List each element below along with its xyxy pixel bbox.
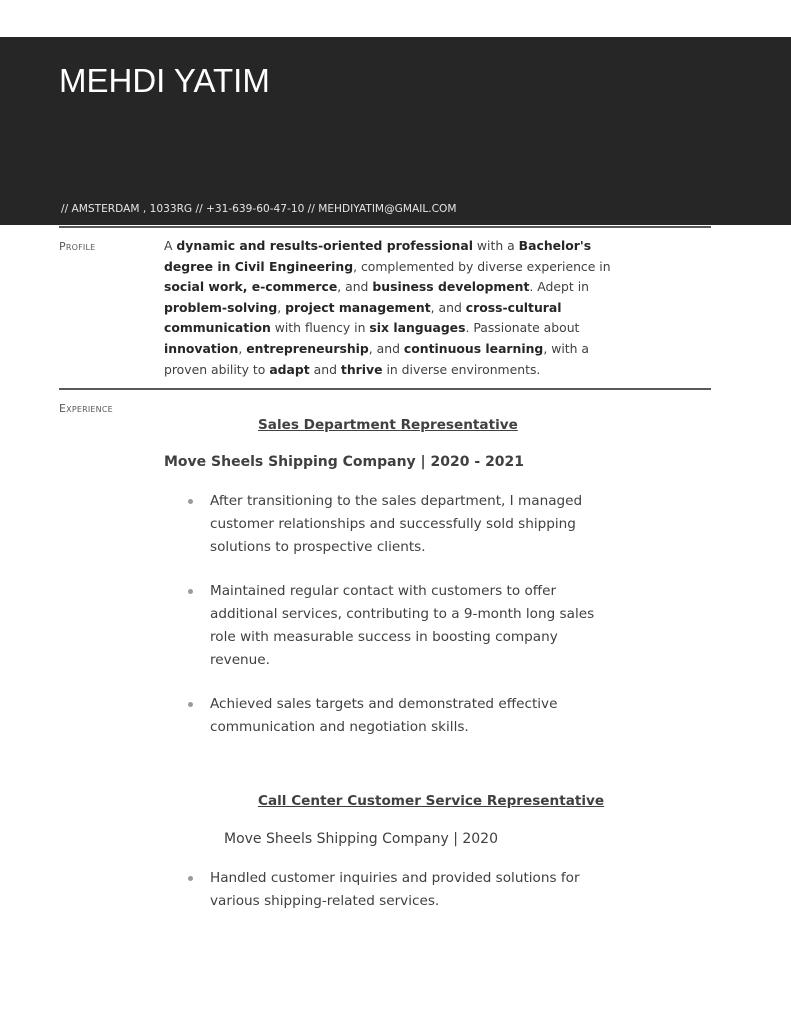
list-item <box>188 693 608 739</box>
resume-header <box>0 37 791 225</box>
profile-text-segment: , and <box>368 340 404 356</box>
profile-text-segment: A <box>164 238 177 253</box>
profile-text-segment: thrive <box>340 361 383 377</box>
profile-text-segment: in diverse environments. <box>382 361 541 377</box>
job-bullet-list <box>188 867 608 934</box>
profile-text-segment: , and <box>430 299 466 315</box>
job-title: Call Center Customer Service Representative <box>258 793 605 809</box>
experience-section-label: Experience <box>59 402 113 415</box>
profile-text-segment: social work, e-commerce <box>164 279 338 295</box>
list-item <box>188 867 608 913</box>
bullet-icon <box>188 702 193 707</box>
list-item <box>188 490 608 559</box>
contact-line: // AMSTERDAM , 1033RG // +31-639-60-47-10 // MEHDIYATIM@GMAIL.COM <box>61 203 457 215</box>
profile-text-segment: project management <box>285 299 431 315</box>
profile-text-segment: , with a proven ability to <box>164 340 590 377</box>
bullet-text: Maintained regular contact with customers to offer additional services, contributing to a 9-month long sales role with measurable success in boosting company revenue. <box>210 583 595 668</box>
profile-text-segment: dynamic and results-oriented professional <box>176 238 473 253</box>
profile-text-segment: , and <box>337 279 373 295</box>
profile-section-label: Profile <box>59 240 96 253</box>
list-item <box>188 580 608 672</box>
profile-text-segment: with a <box>472 238 519 253</box>
profile-text-segment: Bachelor's degree in Civil Engineering <box>164 238 592 274</box>
profile-text-segment: , <box>277 299 286 315</box>
job-bullet-list <box>188 490 608 760</box>
profile-text-segment: continuous learning <box>403 340 544 356</box>
profile-text-segment: with fluency in <box>270 320 370 336</box>
section-divider <box>59 226 711 228</box>
profile-text-segment: problem-solving <box>164 299 278 315</box>
profile-text-segment: , <box>238 340 247 356</box>
profile-summary <box>164 236 616 380</box>
bullet-icon <box>188 876 193 881</box>
profile-text-segment: cross-cultural communication <box>164 299 562 336</box>
candidate-name: MEHDI YATIM <box>59 62 270 99</box>
bullet-icon <box>188 589 193 594</box>
profile-text-segment: and <box>309 361 341 377</box>
bullet-text: Handled customer inquiries and provided solutions for various shipping-related services. <box>210 870 580 909</box>
bullet-text: After transitioning to the sales department, I managed customer relationships and successfully sold shipping solutions to prospective clients. <box>210 493 583 555</box>
profile-text-segment: innovation <box>164 340 239 356</box>
bullet-text: Achieved sales targets and demonstrated effective communication and negotiation skills. <box>210 696 558 735</box>
job-title: Sales Department Representative <box>258 417 518 433</box>
job-company: Move Sheels Shipping Company | 2020 <box>224 831 498 847</box>
profile-text-segment: business development <box>372 279 530 295</box>
profile-text-segment: . Passionate about <box>465 320 580 336</box>
section-divider <box>59 388 711 390</box>
job-company: Move Sheels Shipping Company | 2020 - 2021 <box>164 454 525 470</box>
profile-text-segment: , complemented by diverse experience in <box>353 258 611 274</box>
profile-text-segment: adapt <box>269 361 310 377</box>
bullet-icon <box>188 499 193 504</box>
profile-text-segment: entrepreneurship <box>246 340 369 356</box>
profile-text-segment: six languages <box>369 320 466 336</box>
profile-text-segment: . Adept in <box>529 279 590 295</box>
